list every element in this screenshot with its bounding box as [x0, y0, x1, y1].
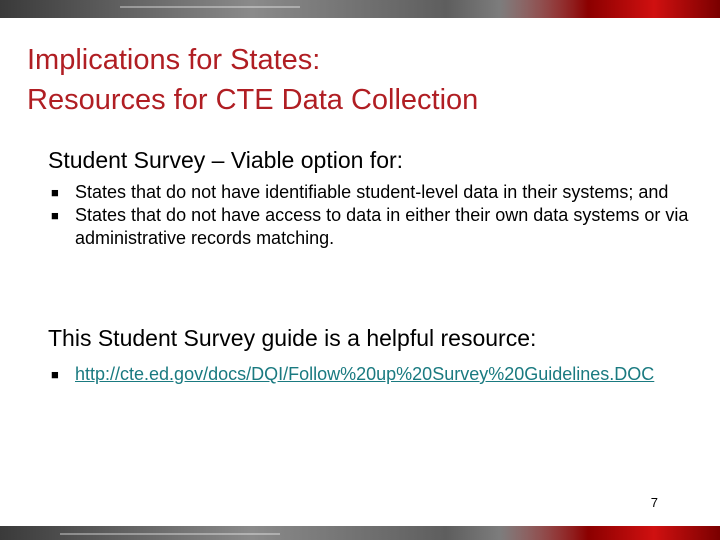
list-item-text: States that do not have identifiable student-level data in their systems; and	[75, 182, 669, 202]
student-survey-heading: Student Survey – Viable option for:	[48, 147, 404, 173]
survey-guide-heading: This Student Survey guide is a helpful resource:	[48, 325, 537, 351]
top-streak	[120, 6, 300, 8]
slide-title-line-2: Resources for CTE Data Collection	[27, 84, 479, 116]
slide-title	[27, 40, 478, 120]
viable-option-list	[50, 181, 690, 250]
survey-guidelines-link[interactable]: http://cte.ed.gov/docs/DQI/Follow%20up%20Survey%20Guidelines.DOC	[75, 364, 655, 384]
bottom-streak	[60, 533, 280, 535]
square-bullet-icon: ■	[51, 208, 59, 223]
resource-list	[50, 363, 690, 386]
slide-title-line-1: Implications for States:	[27, 44, 321, 76]
list-item	[50, 181, 690, 204]
bottom-red-accent	[500, 526, 720, 540]
list-item	[50, 204, 690, 250]
square-bullet-icon: ■	[51, 185, 59, 200]
top-red-accent	[500, 0, 720, 18]
page-number: 7	[650, 495, 658, 510]
list-item-text: States that do not have access to data in either their own data systems or via administrative records matching.	[75, 205, 689, 248]
list-item	[50, 363, 690, 386]
square-bullet-icon: ■	[51, 367, 59, 382]
